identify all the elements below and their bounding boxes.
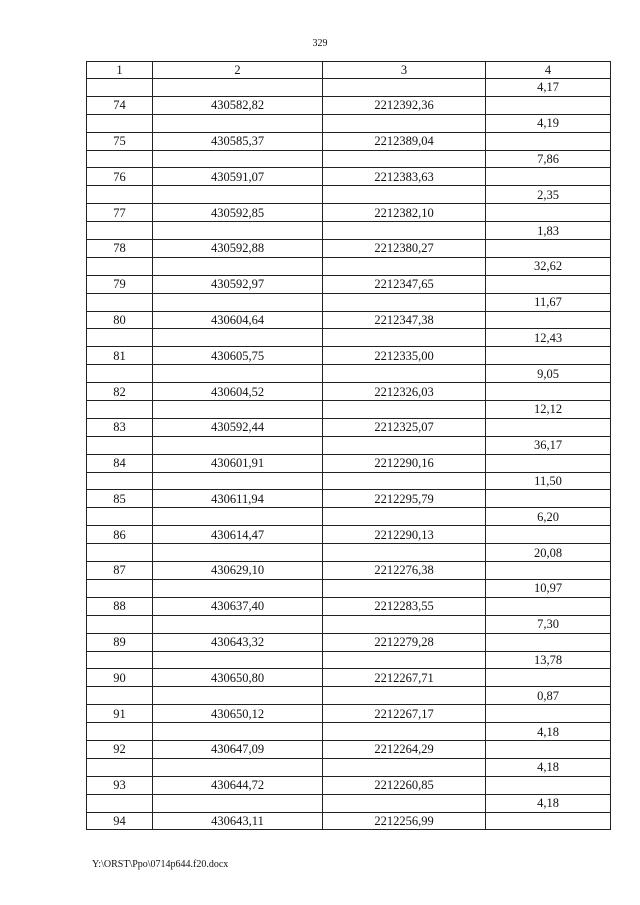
empty-cell: [87, 794, 153, 812]
point-row: [87, 204, 611, 222]
distance-cell: 36,17: [486, 436, 611, 454]
point-row: [87, 96, 611, 114]
empty-cell: [323, 615, 486, 633]
empty-cell: [153, 436, 323, 454]
empty-cell: [87, 329, 153, 347]
empty-cell: [153, 758, 323, 776]
empty-cell: [323, 150, 486, 168]
point-number-cell: 94: [87, 812, 153, 830]
distance-cell: 4,19: [486, 114, 611, 132]
empty-cell: [486, 383, 611, 401]
distance-row: [87, 365, 611, 383]
empty-cell: [323, 436, 486, 454]
x-coordinate-cell: 430637,40: [153, 597, 323, 615]
empty-cell: [87, 257, 153, 275]
y-coordinate-cell: 2212382,10: [323, 204, 486, 222]
point-row: [87, 776, 611, 794]
distance-row: [87, 257, 611, 275]
point-row: [87, 526, 611, 544]
distance-cell: 0,87: [486, 687, 611, 705]
point-number-cell: 92: [87, 740, 153, 758]
x-coordinate-cell: 430643,32: [153, 633, 323, 651]
empty-cell: [486, 562, 611, 580]
empty-cell: [87, 365, 153, 383]
y-coordinate-cell: 2212392,36: [323, 96, 486, 114]
distance-row: [87, 472, 611, 490]
distance-row: [87, 222, 611, 240]
x-coordinate-cell: 430591,07: [153, 168, 323, 186]
x-coordinate-cell: 430592,88: [153, 240, 323, 258]
distance-cell: 13,78: [486, 651, 611, 669]
distance-row: [87, 544, 611, 562]
y-coordinate-cell: 2212276,38: [323, 562, 486, 580]
point-row: [87, 740, 611, 758]
x-coordinate-cell: 430582,82: [153, 96, 323, 114]
empty-cell: [486, 418, 611, 436]
empty-cell: [87, 186, 153, 204]
distance-cell: 7,86: [486, 150, 611, 168]
y-coordinate-cell: 2212347,65: [323, 275, 486, 293]
column-header: 4: [486, 62, 611, 79]
empty-cell: [153, 329, 323, 347]
x-coordinate-cell: 430605,75: [153, 347, 323, 365]
point-row: [87, 669, 611, 687]
y-coordinate-cell: 2212290,16: [323, 454, 486, 472]
point-row: [87, 132, 611, 150]
y-coordinate-cell: 2212383,63: [323, 168, 486, 186]
empty-cell: [153, 365, 323, 383]
point-number-cell: 83: [87, 418, 153, 436]
distance-cell: 4,18: [486, 794, 611, 812]
distance-cell: 1,83: [486, 222, 611, 240]
table-body: [87, 79, 611, 830]
empty-cell: [153, 114, 323, 132]
empty-cell: [153, 687, 323, 705]
empty-cell: [486, 347, 611, 365]
page-number: 329: [312, 38, 328, 49]
y-coordinate-cell: 2212295,79: [323, 490, 486, 508]
point-row: [87, 240, 611, 258]
point-number-cell: 78: [87, 240, 153, 258]
point-row: [87, 562, 611, 580]
empty-cell: [153, 544, 323, 562]
column-header: 2: [153, 62, 323, 79]
empty-cell: [153, 579, 323, 597]
empty-cell: [153, 615, 323, 633]
empty-cell: [486, 597, 611, 615]
distance-row: [87, 758, 611, 776]
x-coordinate-cell: 430592,44: [153, 418, 323, 436]
x-coordinate-cell: 430585,37: [153, 132, 323, 150]
point-number-cell: 74: [87, 96, 153, 114]
y-coordinate-cell: 2212290,13: [323, 526, 486, 544]
x-coordinate-cell: 430604,52: [153, 383, 323, 401]
distance-row: [87, 79, 611, 97]
empty-cell: [323, 401, 486, 419]
empty-cell: [486, 669, 611, 687]
distance-cell: 12,43: [486, 329, 611, 347]
x-coordinate-cell: 430604,64: [153, 311, 323, 329]
distance-cell: 11,50: [486, 472, 611, 490]
distance-row: [87, 794, 611, 812]
empty-cell: [323, 329, 486, 347]
distance-row: [87, 401, 611, 419]
empty-cell: [153, 651, 323, 669]
point-number-cell: 81: [87, 347, 153, 365]
empty-cell: [323, 472, 486, 490]
empty-cell: [87, 79, 153, 97]
x-coordinate-cell: 430650,12: [153, 705, 323, 723]
y-coordinate-cell: 2212389,04: [323, 132, 486, 150]
empty-cell: [87, 472, 153, 490]
table-header-row: [87, 62, 611, 79]
empty-cell: [153, 293, 323, 311]
distance-row: [87, 150, 611, 168]
y-coordinate-cell: 2212347,38: [323, 311, 486, 329]
point-number-cell: 84: [87, 454, 153, 472]
point-row: [87, 168, 611, 186]
empty-cell: [153, 79, 323, 97]
distance-cell: 11,67: [486, 293, 611, 311]
empty-cell: [323, 723, 486, 741]
x-coordinate-cell: 430614,47: [153, 526, 323, 544]
empty-cell: [153, 794, 323, 812]
distance-cell: 10,97: [486, 579, 611, 597]
distance-cell: 9,05: [486, 365, 611, 383]
empty-cell: [486, 490, 611, 508]
point-number-cell: 88: [87, 597, 153, 615]
x-coordinate-cell: 430644,72: [153, 776, 323, 794]
point-number-cell: 89: [87, 633, 153, 651]
empty-cell: [153, 222, 323, 240]
point-row: [87, 597, 611, 615]
empty-cell: [153, 150, 323, 168]
point-row: [87, 347, 611, 365]
point-number-cell: 91: [87, 705, 153, 723]
empty-cell: [87, 293, 153, 311]
coordinates-table: [86, 61, 611, 830]
empty-cell: [486, 275, 611, 293]
distance-cell: 6,20: [486, 508, 611, 526]
y-coordinate-cell: 2212256,99: [323, 812, 486, 830]
empty-cell: [323, 186, 486, 204]
empty-cell: [153, 508, 323, 526]
x-coordinate-cell: 430643,11: [153, 812, 323, 830]
point-row: [87, 275, 611, 293]
distance-cell: 12,12: [486, 401, 611, 419]
empty-cell: [323, 651, 486, 669]
column-header: 1: [87, 62, 153, 79]
empty-cell: [153, 257, 323, 275]
empty-cell: [87, 508, 153, 526]
point-number-cell: 80: [87, 311, 153, 329]
x-coordinate-cell: 430611,94: [153, 490, 323, 508]
empty-cell: [323, 79, 486, 97]
distance-cell: 4,18: [486, 723, 611, 741]
empty-cell: [486, 705, 611, 723]
y-coordinate-cell: 2212264,29: [323, 740, 486, 758]
distance-row: [87, 293, 611, 311]
distance-row: [87, 579, 611, 597]
y-coordinate-cell: 2212279,28: [323, 633, 486, 651]
y-coordinate-cell: 2212380,27: [323, 240, 486, 258]
distance-cell: 4,18: [486, 758, 611, 776]
empty-cell: [323, 544, 486, 562]
empty-cell: [87, 222, 153, 240]
empty-cell: [486, 526, 611, 544]
empty-cell: [87, 114, 153, 132]
empty-cell: [486, 132, 611, 150]
y-coordinate-cell: 2212326,03: [323, 383, 486, 401]
distance-row: [87, 329, 611, 347]
empty-cell: [323, 508, 486, 526]
distance-row: [87, 651, 611, 669]
point-number-cell: 90: [87, 669, 153, 687]
footer-file-path: Y:\ORST\Ppo\0714p644.f20.docx: [92, 859, 229, 870]
distance-row: [87, 508, 611, 526]
x-coordinate-cell: 430629,10: [153, 562, 323, 580]
y-coordinate-cell: 2212325,07: [323, 418, 486, 436]
empty-cell: [87, 436, 153, 454]
empty-cell: [153, 401, 323, 419]
distance-cell: 4,17: [486, 79, 611, 97]
empty-cell: [323, 365, 486, 383]
point-row: [87, 490, 611, 508]
empty-cell: [87, 544, 153, 562]
point-row: [87, 633, 611, 651]
point-number-cell: 76: [87, 168, 153, 186]
point-number-cell: 85: [87, 490, 153, 508]
empty-cell: [323, 293, 486, 311]
point-number-cell: 77: [87, 204, 153, 222]
y-coordinate-cell: 2212260,85: [323, 776, 486, 794]
empty-cell: [153, 723, 323, 741]
empty-cell: [486, 311, 611, 329]
point-number-cell: 75: [87, 132, 153, 150]
distance-row: [87, 687, 611, 705]
distance-row: [87, 186, 611, 204]
column-header: 3: [323, 62, 486, 79]
empty-cell: [323, 222, 486, 240]
point-number-cell: 87: [87, 562, 153, 580]
empty-cell: [323, 114, 486, 132]
empty-cell: [486, 812, 611, 830]
point-number-cell: 86: [87, 526, 153, 544]
empty-cell: [87, 401, 153, 419]
empty-cell: [87, 687, 153, 705]
distance-cell: 20,08: [486, 544, 611, 562]
empty-cell: [486, 96, 611, 114]
y-coordinate-cell: 2212267,71: [323, 669, 486, 687]
empty-cell: [323, 257, 486, 275]
point-row: [87, 311, 611, 329]
point-row: [87, 383, 611, 401]
distance-row: [87, 723, 611, 741]
point-row: [87, 705, 611, 723]
point-row: [87, 454, 611, 472]
empty-cell: [323, 794, 486, 812]
x-coordinate-cell: 430592,85: [153, 204, 323, 222]
empty-cell: [87, 758, 153, 776]
empty-cell: [87, 723, 153, 741]
empty-cell: [486, 740, 611, 758]
empty-cell: [486, 454, 611, 472]
empty-cell: [323, 579, 486, 597]
empty-cell: [486, 204, 611, 222]
x-coordinate-cell: 430601,91: [153, 454, 323, 472]
empty-cell: [486, 168, 611, 186]
y-coordinate-cell: 2212283,55: [323, 597, 486, 615]
distance-cell: 2,35: [486, 186, 611, 204]
empty-cell: [486, 633, 611, 651]
distance-row: [87, 615, 611, 633]
distance-row: [87, 114, 611, 132]
distance-cell: 32,62: [486, 257, 611, 275]
empty-cell: [323, 758, 486, 776]
y-coordinate-cell: 2212267,17: [323, 705, 486, 723]
empty-cell: [486, 776, 611, 794]
empty-cell: [153, 472, 323, 490]
empty-cell: [323, 687, 486, 705]
distance-cell: 7,30: [486, 615, 611, 633]
y-coordinate-cell: 2212335,00: [323, 347, 486, 365]
empty-cell: [87, 651, 153, 669]
point-number-cell: 79: [87, 275, 153, 293]
empty-cell: [87, 150, 153, 168]
distance-row: [87, 436, 611, 454]
empty-cell: [153, 186, 323, 204]
x-coordinate-cell: 430592,97: [153, 275, 323, 293]
x-coordinate-cell: 430650,80: [153, 669, 323, 687]
point-number-cell: 82: [87, 383, 153, 401]
point-row: [87, 812, 611, 830]
empty-cell: [87, 579, 153, 597]
point-number-cell: 93: [87, 776, 153, 794]
empty-cell: [87, 615, 153, 633]
point-row: [87, 418, 611, 436]
x-coordinate-cell: 430647,09: [153, 740, 323, 758]
empty-cell: [486, 240, 611, 258]
